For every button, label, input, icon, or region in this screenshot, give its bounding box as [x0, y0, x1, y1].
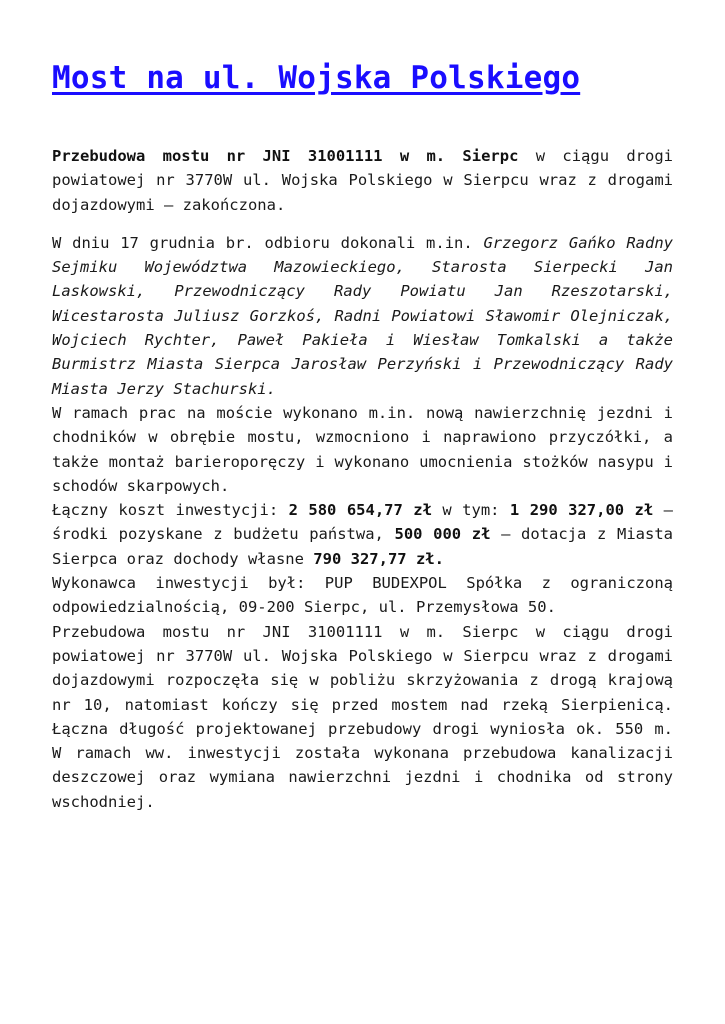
article-title — [52, 56, 673, 100]
summary-bold-lead: Przebudowa mostu nr JNI 31001111 w m. Sierpc — [52, 147, 519, 165]
paragraph-details: Przebudowa mostu nr JNI 31001111 w m. Sierpc w ciągu drogi powiatowej nr 3770W ul. Wojska Polskiego w Sierpcu wraz z drogami dojazdowymi rozpoczęła się w pobliżu skrzyżowania z drogą krajową nr 10, natomiast kończy się przed mostem nad rzeką Sierpienicą. Łączna długość projektowanej przebudowy drogi wyniosła ok. 550 m. W ramach ww. inwestycji została wykonana przebudowa kanalizacji deszczowej oraz wymiana nawierzchni jezdni i chodnika od strony wschodniej. — [52, 622, 673, 811]
paragraph-contractor: Wykonawca inwestycji był: PUP BUDEXPOL Spółka z ograniczoną odpowiedzialnością, 09-200 Sierpc, ul. Przemysłowa 50. — [52, 574, 673, 617]
article-title-link[interactable]: Most na ul. Wojska Polskiego — [52, 60, 581, 96]
paragraph-summary — [52, 144, 673, 217]
summary-text: w ciągu drogi powiatowej nr 3770W ul. Wojska Polskiego w Sierpcu wraz z drogami dojazdowymi – zakończona. — [52, 147, 673, 214]
paragraph-works: W ramach prac na moście wykonano m.in. nową nawierzchnię jezdni i chodników w obrębie mostu, wzmocniono i naprawiono przyczółki, a także montaż barieroporęczy i wykonano umocnienia stożków nasypu i schodów skarpowych. — [52, 403, 673, 495]
article — [52, 56, 673, 814]
cost-text-4: – dotacja z Miasta Sierpca oraz dochody własne — [52, 525, 673, 568]
cost-city-grant: 500 000 zł — [394, 525, 491, 544]
article-body — [52, 144, 673, 814]
paragraph-acceptance — [52, 231, 673, 401]
acceptance-attendees: Grzegorz Gańko Radny Sejmiku Województwa Mazowieckiego, Starosta Sierpecki Jan Laskowski, Przewodniczący Rady Powiatu Jan Rzeszotarski, Wicestarosta Juliusz Gorzkoś, Radni Powiatowi Sławomir Olejniczak, Wojciech Rychter, Paweł Pakieła i Wiesław Tomkalski a także Burmistrz Miasta Sierpca Jarosław Perzyński i Przewodniczący Rady Miasta Jerzy Stachurski. — [52, 233, 673, 398]
cost-text-3: – środki pozyskane z budżetu państwa, — [52, 501, 674, 544]
cost-own-funds: 790 327,77 zł. — [313, 549, 444, 568]
cost-text-2: w tym: — [431, 501, 510, 520]
acceptance-lead: W dniu 17 grudnia br. odbioru dokonali m.in. — [52, 233, 484, 252]
paragraph-costs — [52, 498, 673, 571]
cost-state-budget: 1 290 327,00 zł — [509, 501, 654, 520]
cost-text-1: Łączny koszt inwestycji: — [52, 501, 289, 520]
cost-total: 2 580 654,77 zł — [288, 501, 432, 520]
